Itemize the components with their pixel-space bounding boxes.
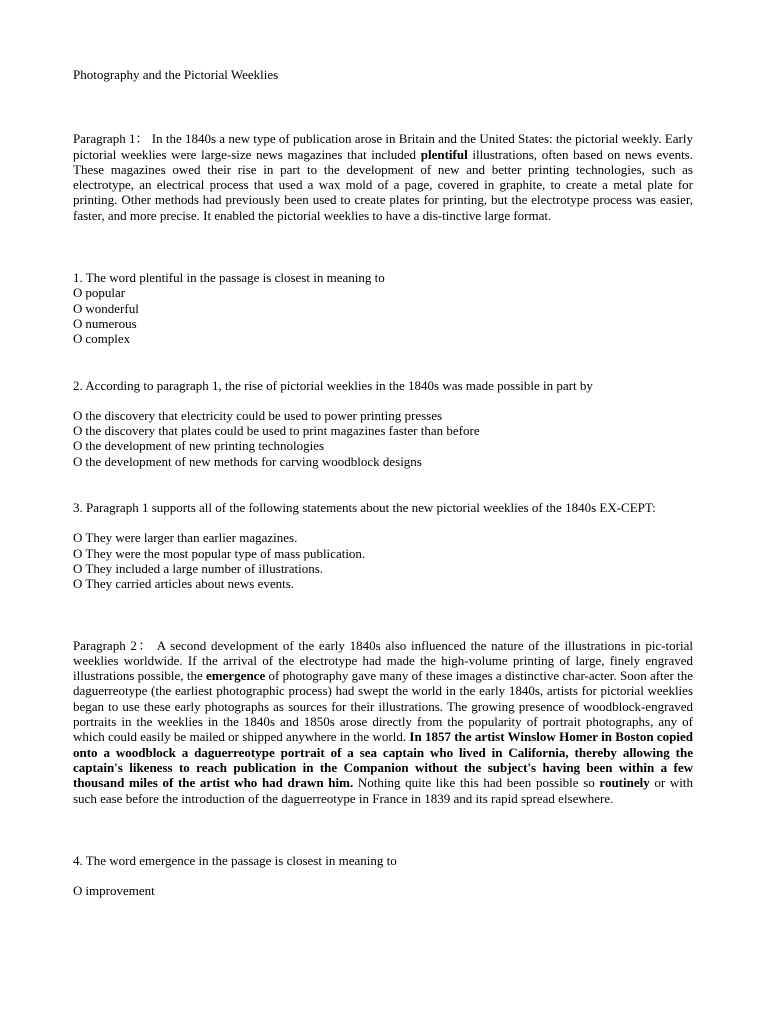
question-1: [73, 270, 693, 346]
question-2-option-b[interactable]: [73, 423, 693, 438]
question-2: [73, 378, 693, 469]
option-label: popular: [85, 285, 126, 301]
option-label: wonderful: [85, 300, 139, 316]
question-3-option-a[interactable]: [73, 530, 693, 545]
paragraph-2-text-1: A second development of the early 1840s also influenced the nature of the illustrations in pic-torial weeklies worldwide. If the arrival of the electrotype had made the high-volume printing of large, finely engraved illustrations possible, the: [73, 637, 693, 684]
option-label: the discovery that electricity could be used to power printing presses: [85, 407, 443, 423]
paragraph-1-label: Paragraph 1：: [73, 131, 149, 147]
question-3-option-c[interactable]: [73, 561, 693, 576]
option-radio-marker[interactable]: O: [73, 285, 83, 301]
paragraph-1-keyword-plentiful: plentiful: [420, 146, 468, 162]
option-label: They carried articles about news events.: [85, 576, 295, 592]
paragraph-1: [73, 131, 693, 223]
paragraph-2-keyword-emergence: emergence: [206, 668, 266, 684]
option-radio-marker[interactable]: O: [73, 883, 83, 899]
option-label: improvement: [85, 883, 155, 899]
option-label: They were the most popular type of mass publication.: [85, 545, 366, 561]
question-4-option-a[interactable]: [73, 883, 693, 898]
option-label: the development of new methods for carving woodblock designs: [85, 453, 422, 469]
option-radio-marker[interactable]: O: [73, 545, 83, 561]
option-label: the development of new printing technologies: [85, 438, 325, 454]
paragraph-2: [73, 638, 693, 806]
option-radio-marker[interactable]: O: [73, 438, 83, 454]
question-2-option-c[interactable]: [73, 438, 693, 453]
question-4: [73, 853, 693, 899]
option-radio-marker[interactable]: O: [73, 560, 83, 576]
option-radio-marker[interactable]: O: [73, 315, 83, 331]
paragraph-2-text-2: of photography gave many of these images a distinctive char-acter. Soon after the daguerreotype (the earliest photographic process) had swept the world in the early 1840s, artists for pictorial weeklies began to use these early photographs as sources for their illustrations. The growing presence of woodblock-engraved portraits in the weeklies in the 1840s and 1850s arose directly from the popularity of portrait photographs, any of which could easily be mailed or shipped anywhere in the world.: [73, 668, 693, 745]
question-3-option-b[interactable]: [73, 546, 693, 561]
option-radio-marker[interactable]: O: [73, 530, 83, 546]
question-3-prompt: 3. Paragraph 1 supports all of the following statements about the new pictorial weeklies of the 1840s EX-CEPT:: [73, 500, 656, 516]
paragraph-2-text-3: Nothing quite like this had been possible so: [353, 775, 600, 791]
option-label: the discovery that plates could be used to print magazines faster than before: [85, 423, 480, 439]
document-page: [73, 67, 693, 898]
question-1-option-b[interactable]: [73, 301, 693, 316]
document-title: Photography and the Pictorial Weeklies: [73, 67, 279, 82]
option-radio-marker[interactable]: O: [73, 423, 83, 439]
option-radio-marker[interactable]: O: [73, 407, 83, 423]
question-2-option-a[interactable]: [73, 408, 693, 423]
question-1-option-d[interactable]: [73, 331, 693, 346]
paragraph-2-label: Paragraph 2：: [73, 637, 153, 653]
question-1-prompt: 1. The word plentiful in the passage is closest in meaning to: [73, 270, 385, 286]
paragraph-1-text-1: In the 1840s a new type of publication arose in Britain and the United States: the pictorial weekly. Early pictorial weeklies were large-size news magazines that included: [73, 131, 693, 162]
question-1-option-c[interactable]: [73, 316, 693, 331]
question-2-option-d[interactable]: [73, 454, 693, 469]
paragraph-1-text-2: illustrations, often based on news events. These magazines owed their rise in part to the development of new and better printing technologies, such as electrotype, an electrical process that used a wax mold of a page, covered in graphite, to create a metal plate for printing. Other methods had previously been used to create plates for printing, but the electrotype process was easier, faster, and more precise. It enabled the pictorial weeklies to have a dis-tinctive large format.: [73, 146, 693, 223]
option-label: numerous: [85, 315, 137, 331]
option-radio-marker[interactable]: O: [73, 300, 83, 316]
question-2-prompt: 2. According to paragraph 1, the rise of pictorial weeklies in the 1840s was made possible in part by: [73, 377, 593, 393]
question-1-option-a[interactable]: [73, 285, 693, 300]
paragraph-2-text-4: or with such ease before the introduction of the daguerreotype in France in 1839 and its rapid spread elsewhere.: [73, 775, 693, 806]
option-radio-marker[interactable]: O: [73, 331, 83, 347]
question-3: [73, 500, 693, 591]
option-label: They included a large number of illustrations.: [85, 560, 324, 576]
option-radio-marker[interactable]: O: [73, 453, 83, 469]
option-label: They were larger than earlier magazines.: [85, 530, 298, 546]
question-4-prompt: 4. The word emergence in the passage is closest in meaning to: [73, 852, 397, 868]
paragraph-2-keyword-routinely: routinely: [599, 775, 650, 791]
option-radio-marker[interactable]: O: [73, 576, 83, 592]
question-3-option-d[interactable]: [73, 576, 693, 591]
paragraph-2-highlighted-sentence: In 1857 the artist Winslow Homer in Boston copied onto a woodblock a daguerreotype portrait of a sea captain who lived in California, thereby allowing the captain's likeness to reach publication in the Companion without the subject's having been within a few thousand miles of the artist who had drawn him.: [73, 729, 693, 791]
option-label: complex: [85, 331, 131, 347]
